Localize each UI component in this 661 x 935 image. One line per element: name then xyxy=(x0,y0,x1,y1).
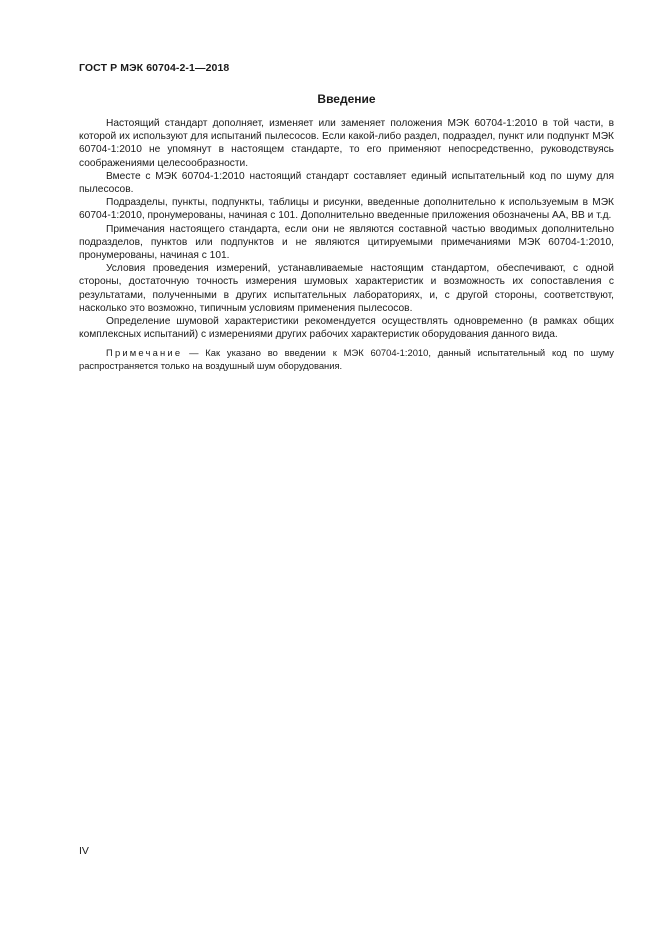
paragraph: Условия проведения измерений, устанавливаемые настоящим стандартом, обеспечивают, с одной стороны, достаточную точность измерения шумовых характеристик и возможность их сопоставления с результатами, полученными в других испытательных лабораториях, и, с другой стороны, соответствуют, насколько это возможно, типичным условиям применения пылесосов. xyxy=(79,263,614,314)
note-text: — Как указано во введении к МЭК 60704-1:2010, данный испытательный код по шуму распространяется только на воздушный шум оборудования. xyxy=(79,347,614,372)
body-text xyxy=(79,117,614,373)
note xyxy=(79,347,614,372)
paragraph: Определение шумовой характеристики рекомендуется осуществлять одновременно (в рамках общих комплексных испытаний) с измерениями других рабочих характеристик оборудования данного вида. xyxy=(79,316,614,341)
paragraph: Примечания настоящего стандарта, если они не являются составной частью вводимых дополнительно подразделов, пунктов или подпунктов и не являются цитируемыми примечаниями МЭК 60704-1:2010, пронумерованы, начиная с 101. xyxy=(79,223,614,262)
note-label: Примечание xyxy=(106,347,183,359)
paragraph: Вместе с МЭК 60704-1:2010 настоящий стандарт составляет единый испытательный код по шуму для пылесосов. xyxy=(79,170,614,196)
paragraph: Подразделы, пункты, подпункты, таблицы и рисунки, введенные дополнительно к используемым в МЭК 60704-1:2010, пронумерованы, начиная с 101. Дополнительно введенные приложения обозначены АА, ВВ и т.д. xyxy=(79,197,614,222)
document-header: ГОСТ Р МЭК 60704-2-1—2018 xyxy=(79,62,230,74)
section-title: Введение xyxy=(317,92,376,106)
page-number: IV xyxy=(79,845,89,857)
paragraph: Настоящий стандарт дополняет, изменяет или заменяет положения МЭК 60704-1:2010 в той части, в которой их используют для испытаний пылесосов. Если какой-либо раздел, подраздел, пункт или подпункт МЭК 60704-1:2010 не упомянут в настоящем стандарте, то его применяют непосредственно, руководствуясь соображениями целесообразности. xyxy=(79,118,614,169)
